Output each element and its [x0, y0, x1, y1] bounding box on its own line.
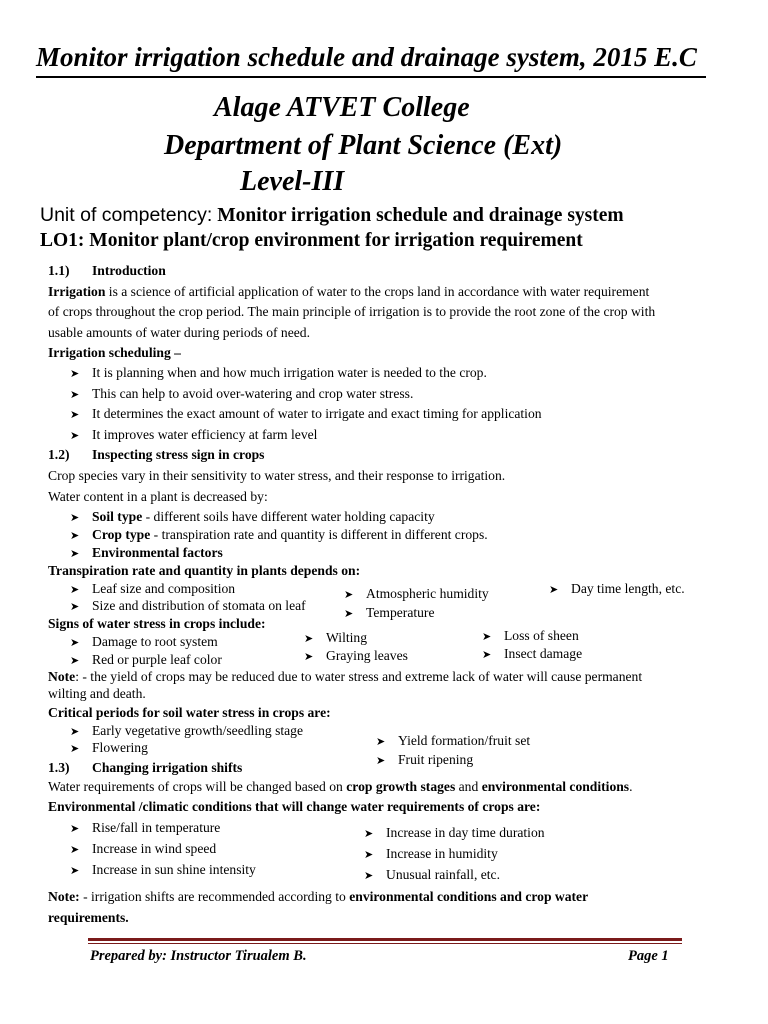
list-item-text: It improves water efficiency at farm level [92, 427, 318, 442]
arrowhead-bullet-icon: ➤ [70, 409, 80, 421]
list-item-text: This can help to avoid over-watering and crop water stress. [92, 386, 414, 401]
arrowhead-bullet-icon: ➤ [70, 823, 80, 835]
list-item-text: Flowering [92, 740, 148, 755]
section-heading-1-3 [48, 760, 242, 776]
section-number: 1.2) [48, 447, 70, 462]
list-item-text: Damage to root system [92, 634, 218, 649]
list-item-text: Atmospheric humidity [366, 586, 489, 601]
critical-periods-title: Critical periods for soil water stress in crops are: [48, 705, 331, 720]
learning-outcome-title: LO1: Monitor plant/crop environment for irrigation requirement [40, 230, 583, 251]
arrowhead-bullet-icon: ➤ [70, 865, 80, 877]
section-number: 1.1) [48, 263, 70, 278]
list-item-text: Yield formation/fruit set [398, 733, 531, 748]
bold-term: Environmental factors [92, 545, 223, 560]
note-label: Note [48, 669, 76, 684]
paragraph [48, 779, 633, 795]
intro-line-2: of crops throughout the crop period. The main principle of irrigation is to provide the root zone of the crop with [48, 304, 656, 319]
list-item-text: Increase in sun shine intensity [92, 862, 256, 877]
footer-rule-thin [88, 943, 682, 944]
bold-term: environmental conditions [481, 779, 630, 794]
list-item-text: It is planning when and how much irrigation water is needed to the crop. [92, 365, 487, 380]
list-item-text: Unusual rainfall, etc. [386, 867, 500, 882]
arrowhead-bullet-icon: ➤ [482, 649, 492, 661]
bold-term: crop growth stages [346, 779, 456, 794]
arrowhead-bullet-icon: ➤ [304, 633, 314, 645]
arrowhead-bullet-icon: ➤ [70, 844, 80, 856]
section-title: Changing irrigation shifts [92, 760, 243, 775]
list-item-text: Loss of sheen [504, 628, 579, 643]
header-underline [36, 76, 706, 78]
list-item-text: Leaf size and composition [92, 581, 236, 596]
list-item [364, 846, 498, 862]
section-heading-1-1 [48, 263, 166, 279]
arrowhead-bullet-icon: ➤ [70, 368, 80, 380]
unit-value: Monitor irrigation schedule and drainage system [212, 205, 624, 226]
arrowhead-bullet-icon: ➤ [70, 726, 80, 738]
arrowhead-bullet-icon: ➤ [549, 584, 559, 596]
list-item-text: Increase in wind speed [92, 841, 217, 856]
list-item [482, 646, 582, 662]
list-item-text: Insect damage [504, 646, 583, 661]
arrowhead-bullet-icon: ➤ [70, 743, 80, 755]
note-line-2: wilting and death. [48, 686, 146, 701]
arrowhead-bullet-icon: ➤ [70, 389, 80, 401]
footer-prepared-by: Prepared by: Instructor Tirualem B. [90, 948, 307, 964]
list-item-text: Fruit ripening [398, 752, 474, 767]
list-item [70, 406, 542, 422]
intro-line-1 [48, 284, 649, 300]
list-item-text: It determines the exact amount of water to irrigate and exact timing for application [92, 406, 542, 421]
bold-term: Crop type [92, 527, 151, 542]
unit-label: Unit of competency: [40, 204, 213, 226]
list-item [304, 630, 367, 646]
environmental-conditions-title: Environmental /climatic conditions that will change water requirements of crops are: [48, 799, 541, 814]
arrowhead-bullet-icon: ➤ [376, 736, 386, 748]
list-item [344, 586, 489, 602]
list-item [304, 648, 408, 664]
list-item [70, 365, 487, 381]
list-item [482, 628, 579, 644]
list-item-text: Rise/fall in temperature [92, 820, 221, 835]
irrigation-scheduling-title: Irrigation scheduling – [48, 345, 181, 360]
text: . [629, 779, 633, 794]
arrowhead-bullet-icon: ➤ [364, 828, 374, 840]
list-item [70, 545, 223, 561]
list-item [70, 841, 216, 857]
list-item-text: Early vegetative growth/seedling stage [92, 723, 304, 738]
arrowhead-bullet-icon: ➤ [70, 637, 80, 649]
list-item [70, 598, 306, 614]
arrowhead-bullet-icon: ➤ [376, 755, 386, 767]
list-item [344, 605, 435, 621]
section-title: Introduction [92, 263, 166, 278]
list-item [70, 723, 303, 739]
arrowhead-bullet-icon: ➤ [344, 589, 354, 601]
paragraph: Water content in a plant is decreased by: [48, 489, 268, 504]
list-item [70, 527, 488, 543]
arrowhead-bullet-icon: ➤ [364, 849, 374, 861]
unit-of-competency [40, 204, 624, 227]
arrowhead-bullet-icon: ➤ [304, 651, 314, 663]
list-item [376, 733, 530, 749]
term-irrigation: Irrigation [48, 284, 106, 299]
list-item [70, 634, 218, 650]
list-item [70, 581, 235, 597]
text: Water requirements of crops will be changed based on [48, 779, 347, 794]
list-item-text: Size and distribution of stomata on leaf [92, 598, 306, 613]
list-item [70, 652, 222, 668]
arrowhead-bullet-icon: ➤ [70, 601, 80, 613]
note-text: : - the yield of crops may be reduced due to water stress and extreme lack of water will cause permanent [75, 669, 643, 684]
list-item [70, 820, 220, 836]
arrowhead-bullet-icon: ➤ [344, 608, 354, 620]
arrowhead-bullet-icon: ➤ [70, 584, 80, 596]
list-item-text: Red or purple leaf color [92, 652, 222, 667]
footer-page-number: Page 1 [628, 948, 669, 964]
arrowhead-bullet-icon: ➤ [70, 530, 80, 542]
section-heading-1-2 [48, 447, 264, 463]
arrowhead-bullet-icon: ➤ [364, 870, 374, 882]
list-item-text: - transpiration rate and quantity is different in different crops. [150, 527, 488, 542]
paragraph: Crop species vary in their sensitivity to water stress, and their response to irrigation. [48, 468, 506, 483]
text: and [455, 779, 482, 794]
footer-rule [88, 938, 682, 941]
page-header-title: Monitor irrigation schedule and drainage system, 2015 E.C [36, 42, 697, 72]
note-text: - irrigation shifts are recommended according to [79, 889, 350, 904]
college-name: Alage ATVET College [214, 92, 470, 123]
arrowhead-bullet-icon: ➤ [70, 512, 80, 524]
list-item-text: Increase in day time duration [386, 825, 545, 840]
list-item [376, 752, 473, 768]
note-line-2: requirements. [48, 910, 129, 925]
list-item [70, 862, 256, 878]
list-item [364, 825, 545, 841]
list-item-text: Graying leaves [326, 648, 408, 663]
transpiration-title: Transpiration rate and quantity in plants depends on: [48, 563, 361, 578]
level-title: Level-III [240, 166, 345, 197]
list-item-text: Wilting [326, 630, 367, 645]
arrowhead-bullet-icon: ➤ [70, 430, 80, 442]
bold-term: Soil type [92, 509, 143, 524]
signs-title: Signs of water stress in crops include: [48, 616, 266, 631]
arrowhead-bullet-icon: ➤ [482, 631, 492, 643]
list-item-text: Day time length, etc. [571, 581, 685, 596]
section-title: Inspecting stress sign in crops [92, 447, 265, 462]
list-item [364, 867, 500, 883]
list-item-text: - different soils have different water holding capacity [142, 509, 435, 524]
list-item [70, 740, 148, 756]
list-item [70, 427, 317, 443]
bold-term: environmental conditions and crop water [349, 889, 589, 904]
note-line-1 [48, 889, 588, 905]
note-line-1 [48, 669, 642, 685]
list-item-text: Increase in humidity [386, 846, 498, 861]
list-item [70, 386, 413, 402]
note-label: Note: [48, 889, 80, 904]
list-item [549, 581, 685, 597]
arrowhead-bullet-icon: ➤ [70, 548, 80, 560]
intro-line-3: usable amounts of water during periods of need. [48, 325, 310, 340]
list-item-text: Temperature [366, 605, 435, 620]
department-name: Department of Plant Science (Ext) [164, 130, 563, 161]
intro-text: is a science of artificial application of water to the crops land in accordance with water requirement [105, 284, 650, 299]
arrowhead-bullet-icon: ➤ [70, 655, 80, 667]
list-item [70, 509, 435, 525]
section-number: 1.3) [48, 760, 70, 775]
